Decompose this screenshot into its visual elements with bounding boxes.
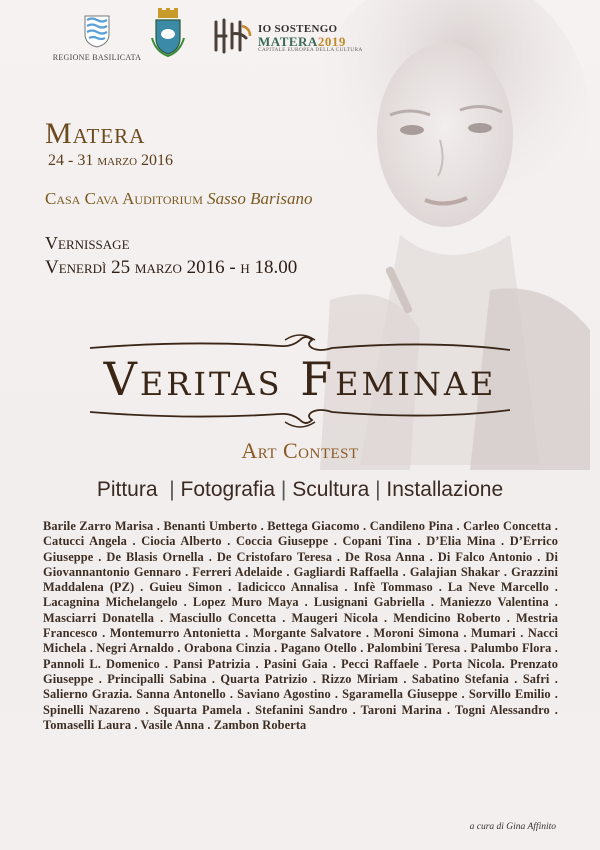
regione-basilicata-logo [52,14,142,62]
artists-list: Barile Zarro Marisa . Benanti Umberto . Bettega Giacomo . Candileno Pina . Carleo Concetta . Catucci Angela . Ciocia Alberto . Coccia Giuseppe . Copani Tina . D’Elia Mina . D’Errico Giuseppe . De Blasis Ornella . De Cristofaro Teresa . De Rosa Anna . Di Falco Antonio . Di Giovannantonio Gennaro . Ferreri Adelaide . Gagliardi Raffaella . Galajian Shakar . Grazzini Maddalena (PZ) . Guieu Simon . Iadicicco Annalisa . Infè Tommaso . La Neve Marcello . Lacagnina Michelangelo . Lopez Muro Maya . Lusignani Gabriella . Maniezzo Valentina . Masciarri Donatella . Masciullo Concetta . Maugeri Nicola . Mendicino Roberto . Mestria Francesco . Montemurro Antonietta . Morgante Salvatore . Moroni Simona . Mumari . Nacci Michela . Negri Arnaldo . Orabona Cinzia . Pagano Otello . Palombini Teresa . Palumbo Flora . Pannoli L. Domenico . Pansi Patrizia . Pasini Gaia . Pecci Raffaele . Porta Nicola. Prenzato Giuseppe . Principalli Sabina . Quarta Patrizio . Rizzo Miriam . Sabatino Stefania . Safri . Salierno Grazia. Sanna Antonello . Saviano Agostino . Sgaramella Giuseppe . Sorvillo Emilio . Spinelli Nazareno . Squarta Pamela . Stefanini Sandro . Taroni Marina . Togni Alessandro . Tomaselli Laura . Vasile Anna . Zambon Roberta [43,519,558,732]
event-dates: 24 - 31 marzo 2016 [48,152,174,169]
category-fotografia: Fotografia [180,478,276,501]
regione-shield-icon [83,14,111,48]
category-separator: | [375,478,381,501]
category-separator: | [280,478,287,501]
bottom-ornament-icon [85,404,515,434]
capitale-europea-label: CAPITALE EUROPEA DELLA CULTURA [258,47,363,53]
comune-matera-crest [150,8,186,63]
vernissage-datetime: Venerdì 25 marzo 2016 - h 18.00 [45,257,298,278]
category-installazione: Installazione [386,478,504,501]
matera-word: MATERA [258,34,318,49]
main-title: Veritas Feminae [103,352,497,406]
subtitle: Art Contest [241,438,359,463]
crest-icon [150,8,186,58]
matera-2019-logo [212,16,254,61]
matera-2019-icon [212,16,254,56]
matera-2019-text [258,24,363,54]
venue-main: Casa Cava Auditorium [45,189,203,208]
venue-italic: Sasso Barisano [207,189,313,208]
category-scultura: Scultura [292,478,370,501]
event-venue [45,189,312,209]
event-city: Matera [45,117,146,150]
regione-caption: REGIONE BASILICATA [52,53,142,62]
vernissage-label: Vernissage [45,233,130,253]
category-separator: | [163,478,175,501]
io-sostengo-label: IO SOSTENGO [258,23,338,35]
curator-credit: a cura di Gina Affinito [469,822,556,832]
category-pittura: Pittura [96,478,158,501]
categories [0,478,600,502]
year-2019: 2019 [317,34,346,49]
